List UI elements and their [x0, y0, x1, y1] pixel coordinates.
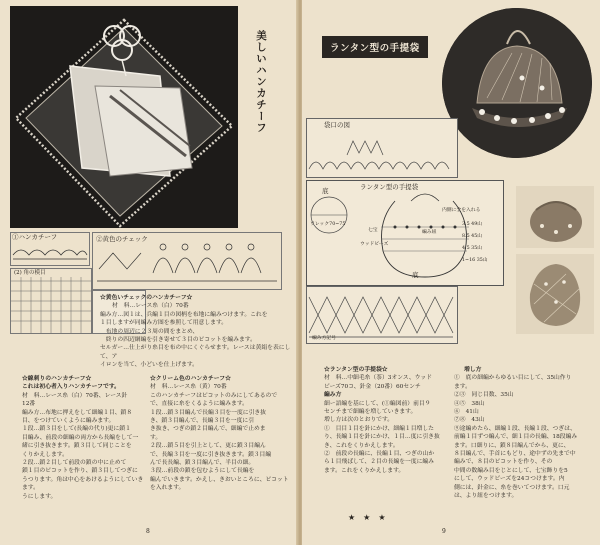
diagram-measure-c: 4.5 35山 — [462, 246, 483, 251]
diagram-side-label: ウッドビーズ — [360, 242, 389, 247]
yellow-check-line-4: 終りの四辺網編を引き寄せて３目のピコットを編みます。 — [100, 337, 256, 344]
diagram-measure-b: 8.5 45山 — [462, 234, 483, 239]
lantern-materials-heading: ☆ランタン型の手提袋☆ — [324, 367, 388, 373]
handkerchief-illustration — [10, 6, 238, 228]
lace-edge-line-12: うにします。 — [22, 493, 57, 500]
lace-edge-line-10: 鎖１目のピコットを作り、鎖３目してつぎに — [22, 468, 138, 475]
lace-edge-subheading: これは初心者入りハンカチーフです。 — [22, 384, 120, 391]
lantern-increase-line-12: 中間の数編み目をじとにして、七宝飾りを5 — [454, 467, 568, 474]
yellow-check-section — [100, 294, 292, 370]
small-bag-photo-1 — [516, 186, 594, 248]
lace-edge-line-11: うつります。角は中心をあけるようにしていきます。 — [22, 476, 144, 492]
lantern-increase-line-5: ⑥ 41山 — [454, 409, 479, 416]
cream-edge-heading: ☆クリーム色のハンカチーフ☆ — [150, 376, 231, 382]
lace-edge-heading: ☆線刺りのハンカチーフ☆ — [22, 376, 92, 382]
lantern-increase-line-7: ⑨途編めたら、細編１段、長編１段、つぎは、 — [454, 425, 576, 432]
lantern-materials-line-1: 材 料…中細毛糸（茶）3オンス、ウッド — [324, 375, 432, 382]
lantern-materials-line-8: り、長編１目を針にかけ、１目…度に引き抜 — [324, 434, 440, 441]
left-page — [0, 0, 298, 545]
right-page — [302, 0, 600, 545]
cream-edge-line-13: を入れます。 — [150, 485, 185, 492]
diagram-bead-label: 七宝 — [368, 228, 378, 233]
lantern-increase-line-3: ②③ 同じ目数、35山 — [454, 392, 514, 399]
yellow-check-line-2: １目しますが同編み方图を参照して用意します。 — [100, 320, 228, 327]
yellow-check-material: 材 料…レース糸（白）70番 — [112, 303, 189, 310]
lantern-bag-photo — [442, 8, 592, 158]
cream-edge-line-5: き、鎖３目編んで、長編３目を一度に引 — [150, 418, 254, 425]
right-page-number: 9 — [442, 528, 446, 535]
diagram-bottom-center-label: 底 — [412, 271, 419, 279]
cream-edge-line-4: １段…鎖３目編んで長編３目を一度に引き抜 — [150, 409, 266, 416]
diagram-measure-d: 1~16 35山 — [462, 258, 488, 263]
diagram-mouth-label: 編み紐 — [422, 230, 437, 235]
diagram-label-yellow-check: ②黄色のチェック — [96, 235, 148, 243]
cream-edge-line-1: 材 料…レース糸（黄）70番 — [150, 384, 227, 391]
lantern-bag-banner: ランタン型の手提袋 — [322, 36, 428, 58]
cream-edge-line-11: ３段…前段の鎖を包むようにして長編を — [150, 468, 255, 475]
lantern-bag-illustration — [442, 8, 592, 158]
lantern-materials-line-5: センチまで細編を増していきます。 — [324, 409, 417, 416]
small-bag-illustration-1 — [516, 186, 594, 248]
lantern-increase-line-10: ８目編んで、手首にもどり、途中ずの先まで中 — [454, 451, 576, 458]
lantern-materials-section — [324, 366, 452, 475]
zigzag-edge-note: 編み方記号 — [312, 336, 336, 341]
lantern-materials-line-10: ② 前段の長編に、長編１目、つぎの山か — [324, 451, 435, 458]
lantern-increase-line-13: にして、ウッドビーズを24コつけます。内 — [454, 476, 565, 483]
lantern-materials-line-3: 編み方 — [324, 392, 342, 399]
lace-edge-line-9: ２段…鎖２目して前段の鎖の中に止めて — [22, 460, 127, 467]
decorative-stars: ★ ★ ★ — [348, 513, 386, 522]
lace-edge-line-3: 編み方…布地に押えをして細編１目、鎖８ — [22, 409, 133, 416]
lantern-increase-line-11: 編みで、８目のピコットを作り、その — [454, 459, 553, 466]
lace-edge-line-1: 材 料…レース糸（白）70番、レース針 — [22, 392, 128, 399]
yellow-check-heading: ☆黄色いチェックのハンカチーフ☆ — [100, 295, 193, 301]
lace-edge-line-4: 目、をつけていくように編みます。 — [22, 418, 115, 425]
lantern-materials-line-2: ビーズ70コ、針金（20番）60センチ — [324, 383, 421, 390]
lantern-increase-line-4: ④⑤ 38山 — [454, 400, 485, 407]
yellow-check-line-1: 編み方…図１は、兵編１目の図柄を布地に編みつけます。これを — [100, 311, 268, 318]
cream-edge-line-7: す。 — [150, 434, 162, 441]
lantern-increase-line-15: は、より紐をつけます。 — [454, 493, 518, 500]
lantern-materials-line-12: ます。これをくりかえします。 — [324, 467, 405, 474]
small-bag-illustration-2 — [516, 254, 594, 334]
lantern-increase-line-2: ます。 — [454, 383, 471, 390]
lace-edge-section — [22, 375, 148, 501]
small-bag-photo-2 — [516, 254, 594, 334]
diagram-corner-grid — [10, 268, 92, 334]
cream-edge-section — [150, 375, 292, 493]
lantern-increase-line-14: 側には、針金に、糸を巻いてつけます。口元 — [454, 484, 570, 491]
lace-edge-line-8: くりかえします。 — [22, 451, 68, 458]
lantern-materials-line-6: 増し方は次のとおりです。 — [324, 417, 394, 424]
lace-edge-line-7: 緒に引き抜きます。鎖３目して同じことを — [22, 443, 132, 450]
left-page-number: 8 — [146, 528, 150, 535]
lace-edge-line-2: 12番 — [22, 401, 36, 408]
lantern-materials-line-7: ① 目目１目を針にかけ、細編１目増した — [324, 425, 434, 432]
cream-edge-line-8: ２段…鎖５目を引上として、更に鎖３目編ん — [150, 443, 266, 450]
diagram-inner-note: 内側に全を入れる — [442, 208, 481, 213]
diagram-label-handkerchief: ①ハンカチーフ — [12, 233, 58, 241]
main-diagram-label: ランタン型の手提袋 — [360, 183, 419, 191]
left-vertical-title: 美しいハンカチーフ — [255, 30, 267, 134]
cream-edge-line-2: このハンカチーフはピコットのみにしてあるので — [150, 392, 278, 399]
diagram-base-note: ワレック70~75 — [310, 222, 346, 227]
diagram-measure-a: 3.5 49山 — [462, 222, 483, 227]
lantern-materials-line-11: ら１目飛ばして、２目の長編を一度に編み — [324, 459, 435, 466]
cream-edge-line-9: で、長編３目を一度に引き抜きます。鎖３目編 — [150, 451, 272, 458]
lantern-increase-line-6: ⑦⑧ 43山 — [454, 417, 485, 424]
lantern-increase-section — [454, 366, 594, 501]
diagram-label-corner: (2) 角の模目 — [14, 270, 46, 276]
mouth-diagram-label: 袋口の図 — [324, 121, 350, 129]
yellow-check-line-5: セルガー…仕上がり糸目を布の中にくぐらせます。レースは黄絹を表にして、ア — [100, 345, 291, 360]
yellow-check-line-3: 布地の周辺に２３周の間をまとめ、 — [100, 328, 199, 335]
lace-edge-line-6: 目編み、前段の細編の両方から長編をして一 — [22, 434, 139, 441]
lantern-materials-line-9: き、これをくりかえします。 — [324, 442, 399, 449]
handkerchief-photo — [10, 6, 238, 228]
lantern-increase-line-1: ① 底の細編からゆるい目にして、35山作り — [454, 375, 572, 382]
yellow-check-line-6: イロンを当て、小どいを仕上げます。 — [100, 362, 198, 369]
cream-edge-line-12: 編んでいきます。かえし、きおいところに、ピコット — [150, 476, 289, 483]
lantern-increase-heading: 増し方 — [464, 367, 482, 373]
lantern-increase-line-8: 前編１目ずつ編んで、細１目の長編、18段編み — [454, 434, 578, 441]
cream-edge-line-10: んで長長編、鎖３目編んで、半目の細。 — [150, 460, 255, 467]
cream-edge-line-6: き抜き、つぎの鎖２目編んで、細編で止めま — [150, 426, 266, 433]
lantern-increase-line-9: ます。口細りに、鎖８目編んでから、更に、 — [454, 442, 570, 449]
lantern-materials-line-4: 細ー語編を基にして、(①編図前）前目９ — [324, 400, 431, 407]
diagram-bottom-circle-label: 底 — [322, 187, 329, 195]
cream-edge-line-3: で、直接に糸をくるように編みます。 — [150, 401, 248, 408]
lace-edge-line-5: １段…鎖３目をして(長編の代り)更に鎖１ — [22, 426, 131, 433]
